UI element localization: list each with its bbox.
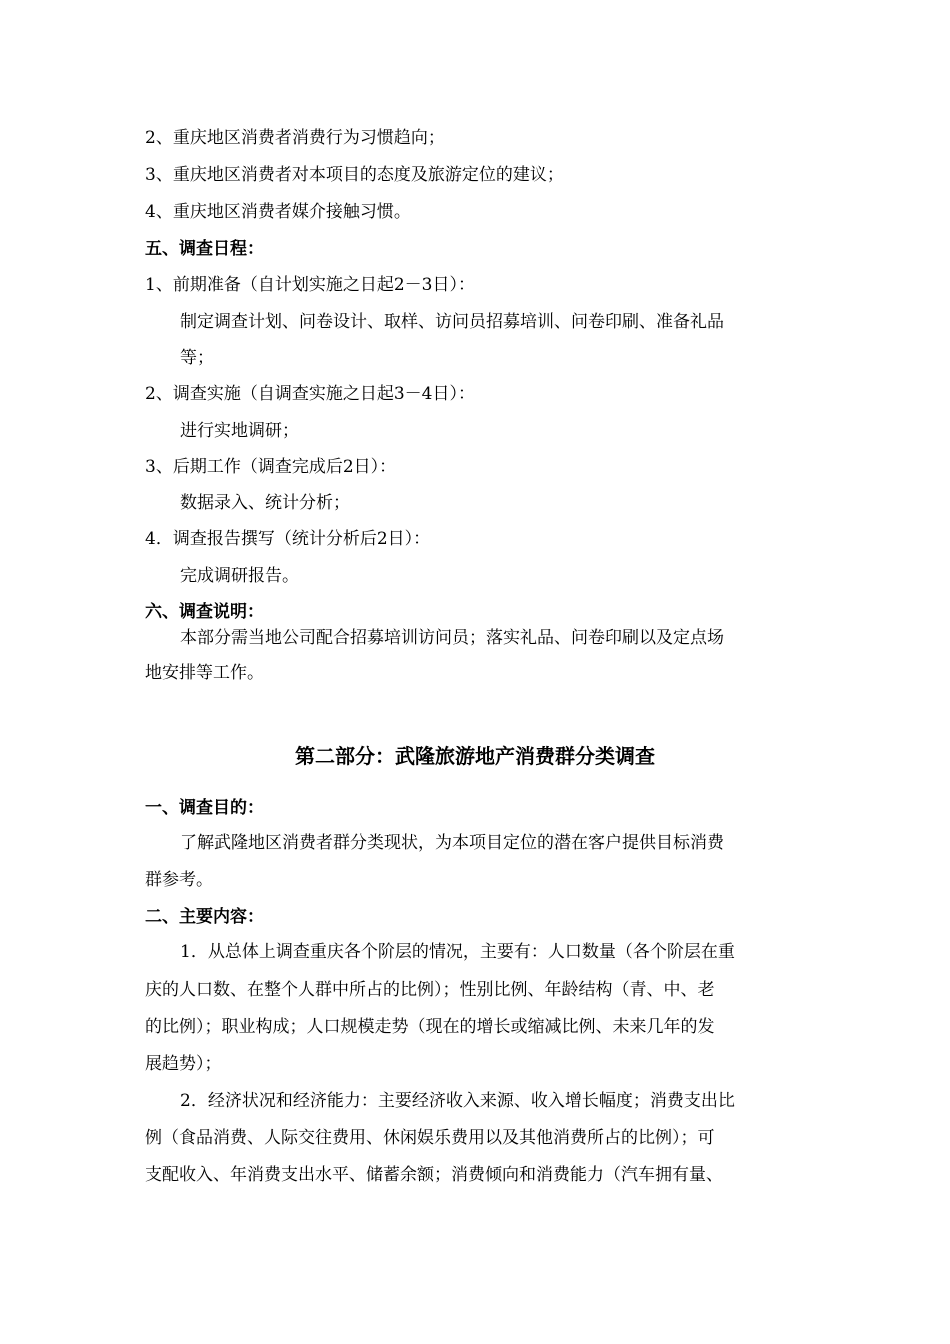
content-item-4: 4、重庆地区消费者媒介接触习惯。 bbox=[145, 202, 411, 222]
schedule-step-2-title: 2、调查实施（自调查实施之日起3－4日）： bbox=[145, 384, 475, 404]
content-paragraph-2-line-2: 例（食品消费、人际交往费用、休闲娱乐费用以及其他消费所占的比例）；可 bbox=[145, 1128, 715, 1148]
schedule-step-3-text: 数据录入、统计分析； bbox=[180, 493, 350, 513]
schedule-step-2-text: 进行实地调研； bbox=[180, 421, 299, 441]
main-content-heading: 二、主要内容： bbox=[145, 907, 264, 927]
part-two-title: 第二部分：武隆旅游地产消费群分类调查 bbox=[295, 744, 655, 768]
content-item-3: 3、重庆地区消费者对本项目的态度及旅游定位的建议； bbox=[145, 165, 564, 185]
content-paragraph-1-line-4: 展趋势）； bbox=[145, 1054, 222, 1074]
notes-paragraph-cont: 地安排等工作。 bbox=[145, 663, 264, 683]
purpose-paragraph: 了解武隆地区消费者群分类现状，为本项目定位的潜在客户提供目标消费 bbox=[180, 833, 724, 853]
schedule-step-1-text: 制定调查计划、问卷设计、取样、访问员招募培训、问卷印刷、准备礼品 bbox=[180, 312, 724, 332]
content-paragraph-2: 2．经济状况和经济能力：主要经济收入来源、收入增长幅度；消费支出比 bbox=[180, 1091, 735, 1111]
schedule-heading: 五、调查日程： bbox=[145, 239, 264, 259]
notes-heading: 六、调查说明： bbox=[145, 602, 264, 622]
purpose-paragraph-cont: 群参考。 bbox=[145, 870, 213, 890]
notes-paragraph: 本部分需当地公司配合招募培训访问员；落实礼品、问卷印刷以及定点场 bbox=[180, 628, 724, 648]
content-item-2: 2、重庆地区消费者消费行为习惯趋向； bbox=[145, 128, 445, 148]
purpose-heading: 一、调查目的： bbox=[145, 798, 264, 818]
content-paragraph-1: 1．从总体上调查重庆各个阶层的情况，主要有：人口数量（各个阶层在重 bbox=[180, 942, 735, 962]
schedule-step-3-title: 3、后期工作（调查完成后2日）： bbox=[145, 457, 397, 477]
content-paragraph-2-line-3: 支配收入、年消费支出水平、储蓄余额；消费倾向和消费能力（汽车拥有量、 bbox=[145, 1165, 723, 1185]
schedule-step-4-text: 完成调研报告。 bbox=[180, 566, 299, 586]
schedule-step-4-title: 4．调查报告撰写（统计分析后2日）： bbox=[145, 529, 431, 549]
schedule-step-1-title: 1、前期准备（自计划实施之日起2－3日）： bbox=[145, 275, 475, 295]
schedule-step-1-text-cont: 等； bbox=[180, 348, 214, 368]
content-paragraph-1-line-3: 的比例）；职业构成；人口规模走势（现在的增长或缩减比例、未来几年的发 bbox=[145, 1017, 715, 1037]
content-paragraph-1-line-2: 庆的人口数、在整个人群中所占的比例）；性别比例、年龄结构（青、中、老 bbox=[145, 980, 715, 1000]
